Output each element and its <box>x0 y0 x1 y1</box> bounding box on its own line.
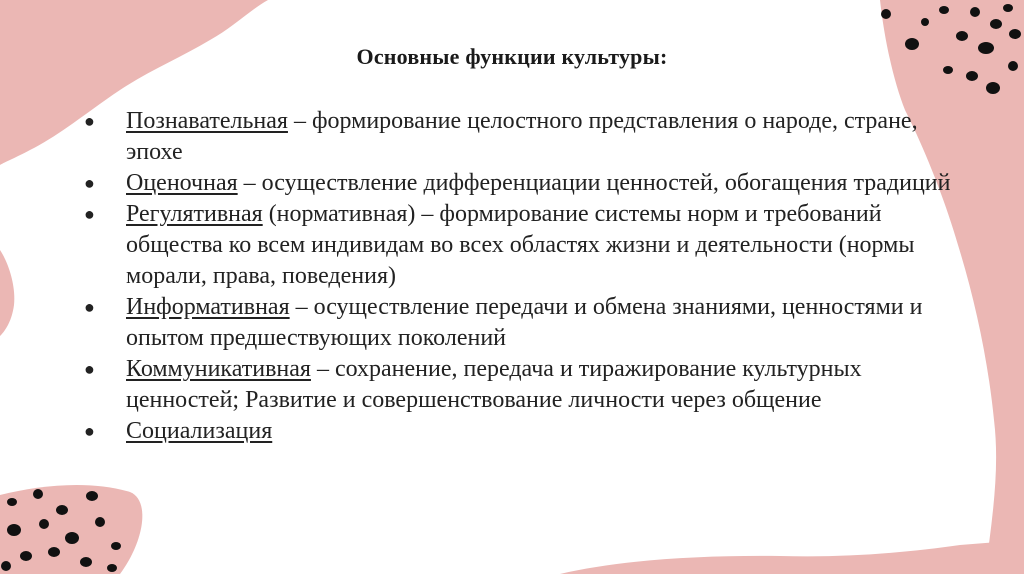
list-item <box>80 199 960 292</box>
item-description: – осуществление передачи и обмена знаниями, ценностями и опытом предшествующих поколений <box>126 294 923 351</box>
item-term: Социализация <box>126 418 273 444</box>
slide-title: Основные функции культуры: <box>356 44 668 69</box>
item-description: – формирование целостного представления о народе, стране, эпохе <box>126 108 918 165</box>
item-description: – осуществление дифференциации ценностей, обогащения традиций <box>237 170 951 196</box>
item-description: (нормативная) – формирование системы норм и требований общества ко всем индивидам во всех областях жизни и деятельности (нормы морали, права, поведения) <box>126 201 915 289</box>
list-item <box>80 416 960 447</box>
bullet-dot-icon: ● <box>84 359 95 379</box>
item-term: Оценочная <box>126 170 238 196</box>
item-term: Познавательная <box>126 108 288 134</box>
item-term: Информативная <box>126 294 290 320</box>
item-description: – сохранение, передача и тиражирование культурных ценностей; Развитие и совершенствование личности через общение <box>126 356 862 413</box>
item-term: Регулятивная <box>126 201 263 227</box>
bullet-dot-icon: ● <box>84 173 95 193</box>
functions-list <box>80 106 960 447</box>
bullet-dot-icon: ● <box>84 204 95 224</box>
bullet-dot-icon: ● <box>84 297 95 317</box>
list-item <box>80 168 960 199</box>
list-item <box>80 354 960 416</box>
bullet-dot-icon: ● <box>84 111 95 131</box>
item-term: Коммуникативная <box>126 356 311 382</box>
list-item <box>80 292 960 354</box>
list-item <box>80 106 960 168</box>
bullet-dot-icon: ● <box>84 421 95 441</box>
